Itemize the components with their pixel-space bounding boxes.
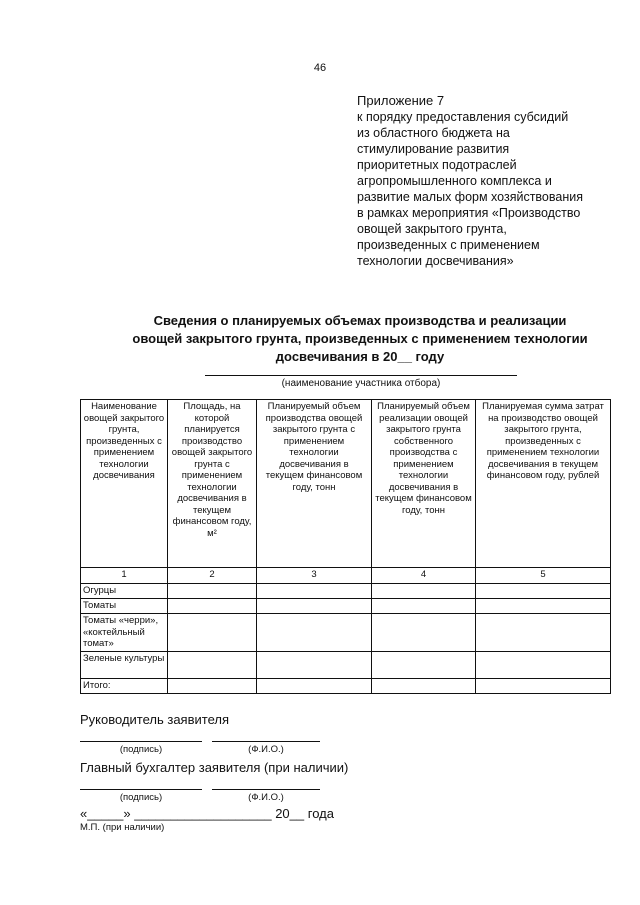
row-label: Томаты «черри», «коктейльный томат» [81, 614, 168, 652]
accountant-name-line[interactable] [212, 789, 320, 790]
appendix-line: технологии досвечивания» [357, 254, 514, 268]
signature-caption: (подпись) [119, 792, 163, 803]
table-cell[interactable] [168, 652, 257, 679]
table-cell[interactable] [257, 614, 372, 652]
row-label: Зеленые культуры [81, 652, 168, 679]
header-production-volume: Планируемый объем производства овощей закрытого грунта с применением технологии досвечивания в текущем финансовом году, тонн [257, 400, 372, 568]
heading-line: овощей закрытого грунта, произведенных с применением технологии [132, 331, 588, 346]
date-line[interactable]: «_____» ___________________ 20__ года [80, 806, 334, 821]
table-row [81, 584, 611, 599]
table-cell[interactable] [257, 584, 372, 599]
row-label: Томаты [81, 599, 168, 614]
row-label: Огурцы [81, 584, 168, 599]
column-number: 1 [81, 568, 168, 584]
header-costs: Планируемая сумма затрат на производство овощей закрытого грунта, произведенных с применением технологии досвечивания в текущем финансовом году, рублей [476, 400, 611, 568]
table-cell[interactable] [476, 584, 611, 599]
header-area [168, 400, 257, 568]
stamp-caption: М.П. (при наличии) [80, 822, 165, 833]
table-cell[interactable] [257, 679, 372, 694]
appendix-line: произведенных с применением [357, 238, 540, 252]
table-cell[interactable] [372, 599, 476, 614]
column-number: 3 [257, 568, 372, 584]
table-cell[interactable] [168, 614, 257, 652]
column-number: 5 [476, 568, 611, 584]
name-caption: (Ф.И.О.) [248, 792, 284, 803]
table-cell[interactable] [257, 652, 372, 679]
table-number-row [81, 568, 611, 584]
appendix-line: к порядку предоставления субсидий [357, 110, 569, 124]
table-row-total [81, 679, 611, 694]
column-number: 2 [168, 568, 257, 584]
appendix-block [357, 93, 617, 269]
row-label: Итого: [81, 679, 168, 694]
table-cell[interactable] [476, 614, 611, 652]
signature-caption: (подпись) [119, 744, 163, 755]
table-header-row [81, 400, 611, 568]
appendix-title: Приложение 7 [357, 93, 445, 108]
heading-line: Сведения о планируемых объемах производства и реализации [153, 313, 567, 328]
appendix-line: из областного бюджета на [357, 126, 510, 140]
appendix-line: приоритетных подотраслей [357, 158, 517, 172]
appendix-line: в рамках мероприятия «Производство [357, 206, 581, 220]
appendix-line: агропромышленного комплекса и [357, 174, 552, 188]
table-cell[interactable] [476, 599, 611, 614]
table-row [81, 599, 611, 614]
data-table [80, 399, 611, 694]
accountant-signature-line[interactable] [80, 789, 202, 790]
participant-caption: (наименование участника отбора) [281, 378, 441, 389]
table-cell[interactable] [168, 584, 257, 599]
table-cell[interactable] [257, 599, 372, 614]
table-row [81, 614, 611, 652]
heading-line: досвечивания в 20__ году [275, 349, 445, 364]
accountant-signature-title: Главный бухгалтер заявителя (при наличии) [80, 760, 349, 775]
name-caption: (Ф.И.О.) [248, 744, 284, 755]
appendix-line: развитие малых форм хозяйствования [357, 190, 583, 204]
table-cell[interactable] [372, 652, 476, 679]
table-cell[interactable] [372, 614, 476, 652]
appendix-line: овощей закрытого грунта, [357, 222, 507, 236]
head-signature-title: Руководитель заявителя [80, 712, 229, 727]
appendix-line: стимулирование развития [357, 142, 510, 156]
table-cell[interactable] [372, 584, 476, 599]
table-cell[interactable] [168, 599, 257, 614]
header-crop-name: Наименование овощей закрытого грунта, произведенных с применением технологии досвечивания [81, 400, 168, 568]
table-row [81, 652, 611, 679]
page-number: 46 [313, 62, 327, 74]
participant-name-line[interactable] [205, 375, 517, 376]
header-area-text: Площадь, на которой планируется производство овощей закрытого грунта с применением технологии досвечивания в текущем финансовом году, [171, 401, 253, 527]
header-area-unit: м² [207, 527, 217, 539]
document-heading [110, 312, 610, 366]
header-sales-volume: Планируемый объем реализации овощей закрытого грунта собственного производства с применением технологии досвечивания в текущем финансовом году, тонн [372, 400, 476, 568]
table-cell[interactable] [476, 679, 611, 694]
table-cell[interactable] [372, 679, 476, 694]
head-name-line[interactable] [212, 741, 320, 742]
column-number: 4 [372, 568, 476, 584]
table-cell[interactable] [476, 652, 611, 679]
head-signature-line[interactable] [80, 741, 202, 742]
table-cell[interactable] [168, 679, 257, 694]
